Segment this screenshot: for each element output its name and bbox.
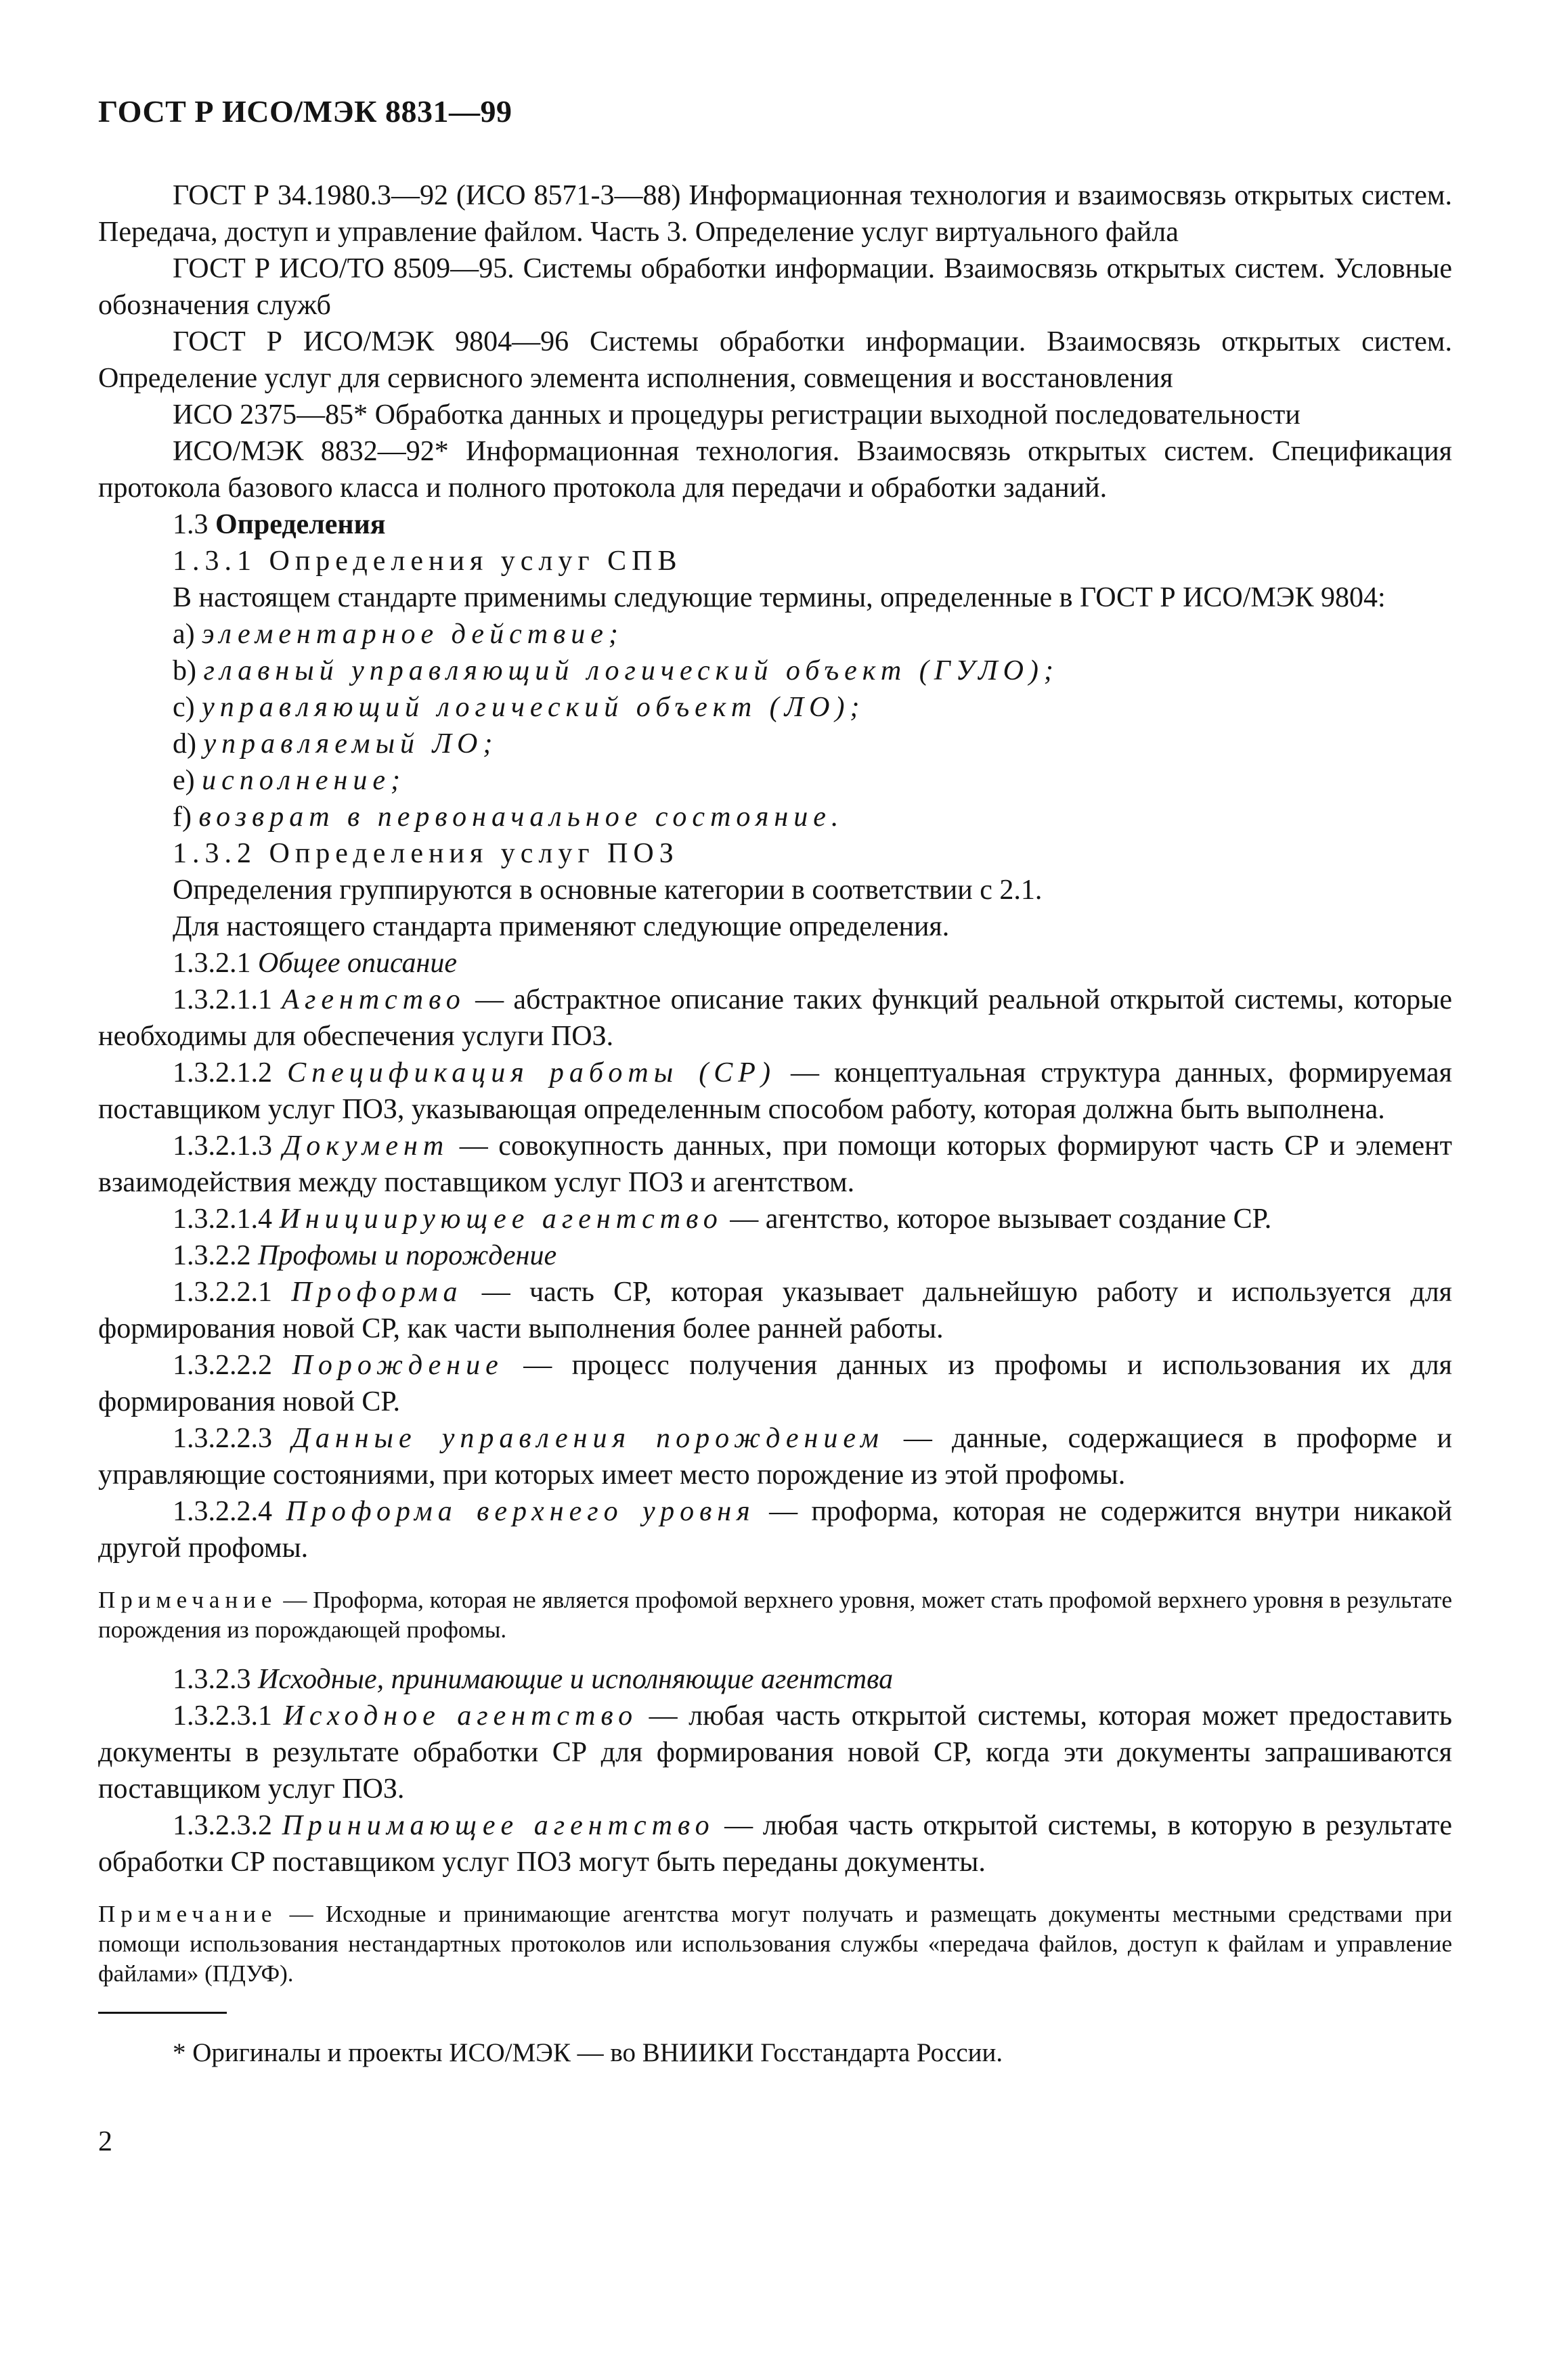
section-heading-1-3-2-2: 1.3.2.2 Профомы и порождение: [173, 1240, 557, 1271]
section-title: Общее описание: [258, 948, 458, 979]
paragraph: В настоящем стандарте применимы следующие термины, определенные в ГОСТ Р ИСО/МЭК 9804:: [173, 582, 1386, 613]
ref-item: ГОСТ Р ИСО/ТО 8509—95. Системы обработки информации. Взаимосвязь открытых систем. Условные обозначения служб: [98, 253, 1452, 321]
section-title: Определения: [215, 509, 386, 540]
defined-term: Документ: [282, 1130, 450, 1162]
definition: 1.3.2.1.2 Спецификация работы (СР) — концептуальная структура данных, формируемая поставщиком услуг ПОЗ, указывающая определенным способом работу, которая должна быть выполнена.: [98, 1057, 1452, 1125]
ref-item: ГОСТ Р 34.1980.3—92 (ИСО 8571-3—88) Информационная технология и взаимосвязь открытых систем. Передача, доступ и управление файлом. Часть 3. Определение услуг виртуального файла: [98, 180, 1452, 248]
list-item: e) исполнение;: [173, 765, 406, 796]
definition: 1.3.2.3.1 Исходное агентство — любая часть открытой системы, которая может предоставить документы в результате обработки СР для формирования новой СР, когда эти документы запрашиваются поставщиком услуг ПОЗ.: [98, 1700, 1453, 1805]
main-text: [98, 177, 1452, 2005]
list-item: b) главный управляющий логический объект (ГУЛО);: [173, 655, 1059, 686]
defined-term: Принимающее агентство: [282, 1810, 715, 1841]
definition: 1.3.2.2.3 Данные управления порождением — данные, содержащиеся в проформе и управляющие состояниями, при которых имеет место порождение из этой профомы.: [98, 1423, 1452, 1491]
list-item: a) элементарное действие;: [173, 619, 624, 650]
section-heading-1-3: 1.3 Определения: [173, 509, 386, 540]
footnote-divider: [98, 2012, 227, 2014]
ref-item: ИСО 2375—85* Обработка данных и процедуры регистрации выходной последовательности: [173, 399, 1300, 431]
page-header: ГОСТ Р ИСО/МЭК 8831—99: [98, 94, 512, 129]
note-label: Примечание: [98, 1901, 278, 1927]
defined-term: Инициирующее агентство: [279, 1204, 723, 1235]
section-heading-1-3-2-3: 1.3.2.3 Исходные, принимающие и исполняющие агентства: [173, 1664, 894, 1695]
ref-item: ИСО/МЭК 8832—92* Информационная технология. Взаимосвязь открытых систем. Спецификация протокола базового класса и полного протокола для передачи и обработки заданий.: [98, 436, 1452, 504]
definition: 1.3.2.2.2 Порождение — процесс получения данных из профомы и использования их для формирования новой СР.: [98, 1350, 1453, 1417]
paragraph: Определения группируются в основные категории в соответствии с 2.1.: [173, 875, 1043, 906]
list-item: c) управляющий логический объект (ЛО);: [173, 692, 865, 723]
definition: 1.3.2.1.1 Агентство — абстрактное описание таких функций реальной открытой системы, которые необходимы для обеспечения услуги ПОЗ.: [98, 984, 1453, 1052]
definition: 1.3.2.2.1 Проформа — часть СР, которая указывает дальнейшую работу и используется для формирования новой СР, как части выполнения более ранней работы.: [98, 1277, 1452, 1344]
section-title: Исходные, принимающие и исполняющие агентства: [258, 1664, 894, 1695]
section-heading-1-3-2: 1.3.2 Определения услуг ПОЗ: [173, 838, 679, 869]
defined-term: Порождение: [292, 1350, 504, 1381]
page-number: 2: [98, 2126, 112, 2157]
definition: 1.3.2.2.4 Проформа верхнего уровня — проформа, которая не содержится внутри никакой другой профомы.: [98, 1496, 1452, 1564]
footnote: * Оригиналы и проекты ИСО/МЭК — во ВНИИКИ Госстандарта России.: [173, 2038, 1003, 2067]
list-item: d) управляемый ЛО;: [173, 728, 498, 759]
section-heading-1-3-1: 1.3.1 Определения услуг СПВ: [173, 546, 682, 577]
note: Примечание — Исходные и принимающие агентства могут получать и размещать документы местными средствами при помощи использования нестандартных протоколов или использования службы «передача файлов, доступ к файлам и управление файлами» (ПДУФ).: [98, 1901, 1452, 1987]
defined-term: Исходное агентство: [283, 1700, 638, 1732]
defined-term: Агентство: [282, 984, 466, 1015]
defined-term: Спецификация работы (СР): [287, 1057, 776, 1088]
definition: 1.3.2.1.4 Инициирующее агентство — агентство, которое вызывает создание СР.: [173, 1204, 1272, 1235]
ref-item: ГОСТ Р ИСО/МЭК 9804—96 Системы обработки информации. Взаимосвязь открытых систем. Определение услуг для сервисного элемента исполнения, совмещения и восстановления: [98, 326, 1452, 394]
paragraph: Для настоящего стандарта применяют следующие определения.: [173, 911, 950, 942]
definition: 1.3.2.1.3 Документ — совокупность данных, при помощи которых формируют часть СР и элемент взаимодействия между поставщиком услуг ПОЗ и агентством.: [98, 1130, 1453, 1198]
defined-term: Проформа верхнего уровня: [286, 1496, 756, 1527]
note-label: Примечание: [98, 1587, 278, 1613]
defined-term: Данные управления порождением: [292, 1423, 884, 1454]
section-heading-1-3-2-1: 1.3.2.1 Общее описание: [173, 948, 458, 979]
definition: 1.3.2.3.2 Принимающее агентство — любая часть открытой системы, в которую в результате обработки СР поставщиком услуг ПОЗ могут быть переданы документы.: [98, 1810, 1452, 1878]
list-item: f) возврат в первоначальное состояние.: [173, 801, 844, 833]
section-title: Определения услуг ПОЗ: [269, 838, 679, 869]
note: Примечание — Проформа, которая не является профомой верхнего уровня, может стать профомой верхнего уровня в результате порождения из порождающей профомы.: [98, 1587, 1452, 1643]
defined-term: Проформа: [291, 1277, 463, 1308]
section-title: Профомы и порождение: [258, 1240, 557, 1271]
section-title: Определения услуг СПВ: [269, 546, 682, 577]
